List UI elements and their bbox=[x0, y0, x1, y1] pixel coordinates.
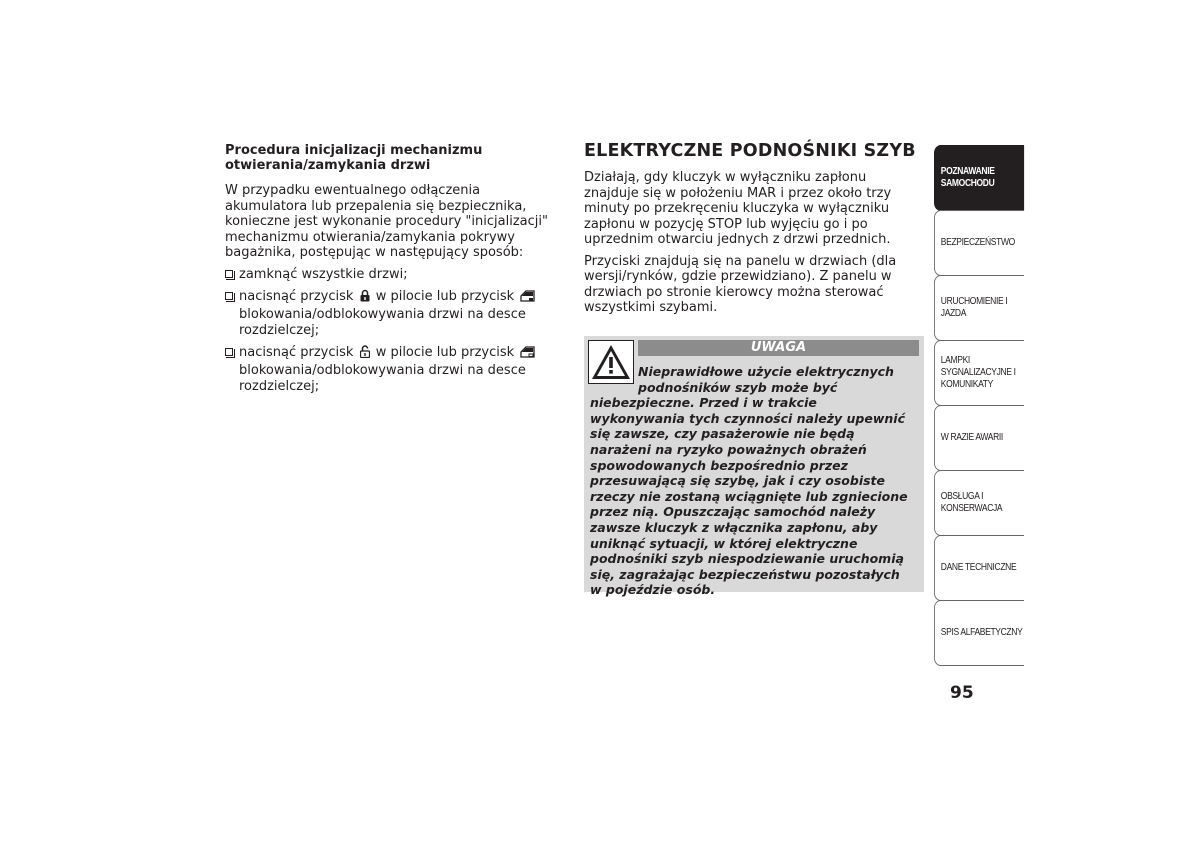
tab-w-razie-awarii[interactable] bbox=[934, 405, 1024, 471]
step-item-1 bbox=[225, 267, 561, 283]
tab-label-line: DANE TECHNICZNE bbox=[940, 562, 1017, 573]
step-item-3 bbox=[225, 345, 561, 395]
step-item-2 bbox=[225, 289, 561, 339]
warning-box bbox=[584, 336, 924, 598]
step-text-pre: nacisnąć przycisk bbox=[239, 344, 354, 360]
step-text-post: blokowania/odblokowywania drzwi na desce rozdzielczej; bbox=[239, 306, 526, 338]
tab-label-line: KOMUNIKATY bbox=[940, 379, 993, 390]
warning-text-line2: podnośników szyb może być bbox=[638, 379, 838, 395]
lock-open-icon bbox=[360, 345, 370, 363]
tab-label-line: POZNAWANIE bbox=[940, 166, 995, 177]
page-number: 95 bbox=[950, 683, 974, 703]
tab-lampki-sygnalizacyjne[interactable] bbox=[934, 340, 1024, 406]
warning-text-body: niebezpieczne. Przed i w trakcie wykonywania tych czynności należy upewnić się zawsze, czy pasażerowie nie będą narażeni na ryzyko poważnych obrażeń spowodowanych bezpośrednio przez przesuwającą się szybę, jak i czy osobiste rzeczy nie zostaną wciągnięte lub zgniecione przez nią. Opuszczając samochód należy zawsze kluczyk z włącznika zapłonu, aby uniknąć sytuacji, w której elektryczne podnośniki szyb niespodziewanie uruchomią się, zagrażając bezpieczeństwu pozostałych w pojeździe osób. bbox=[590, 395, 908, 598]
tab-label-line: OBSŁUGA I bbox=[940, 491, 984, 502]
body-paragraph-1: Działają, gdy kluczyk w wyłączniku zapłonu znajduje się w położeniu MAR i przez około trzy minuty po przekręceniu kluczyka w wyłączniku zapłonu w pozycję STOP lub wyjęciu go i po uprzednim otwarciu jednych z drzwi przednich. bbox=[584, 170, 892, 247]
tab-label-line: SYGNALIZACYJNE I bbox=[940, 367, 1016, 378]
tab-label-line: SPIS ALFABETYCZNY bbox=[940, 627, 1023, 638]
tab-obsluga-i-konserwacja[interactable] bbox=[934, 470, 1024, 536]
step-text-mid: w pilocie lub przycisk bbox=[375, 288, 515, 304]
warning-text-line1: Nieprawidłowe użycie elektrycznych bbox=[638, 364, 894, 379]
step-text-mid: w pilocie lub przycisk bbox=[375, 344, 515, 360]
tab-label-line: SAMOCHODU bbox=[940, 178, 995, 189]
car-door-lock-icon bbox=[520, 290, 535, 307]
tab-uruchomienie-i-jazda[interactable] bbox=[934, 275, 1024, 341]
step-text-post: blokowania/odblokowywania drzwi na desce rozdzielczej; bbox=[239, 362, 526, 394]
checkbox-bullet-icon bbox=[225, 270, 233, 278]
tab-label-line: W RAZIE AWARII bbox=[940, 432, 1003, 443]
chapter-tabs bbox=[934, 145, 1024, 665]
tab-label-line: JAZDA bbox=[940, 308, 967, 319]
right-column bbox=[584, 140, 922, 322]
checkbox-bullet-icon bbox=[225, 292, 233, 300]
tab-bezpieczenstwo[interactable] bbox=[934, 210, 1024, 276]
step-text: zamknąć wszystkie drzwi; bbox=[239, 266, 408, 282]
lock-closed-icon bbox=[360, 289, 370, 307]
tab-label-line: LAMPKI bbox=[940, 355, 970, 366]
tab-spis-alfabetyczny[interactable] bbox=[934, 600, 1024, 666]
section-heading-line2: otwierania/zamykania drzwi bbox=[225, 158, 431, 173]
warning-label: UWAGA bbox=[638, 340, 919, 356]
section-heading bbox=[225, 143, 561, 173]
tab-label-line: KONSERWACJA bbox=[940, 503, 1003, 514]
car-door-unlock-icon bbox=[520, 346, 535, 363]
tab-label-line: URUCHOMIENIE I bbox=[940, 296, 1008, 307]
body-paragraph-2: Przyciski znajdują się na panelu w drzwiach (dla wersji/rynków, gdzie przewidziano). Z panelu w drzwiach po stronie kierowcy można sterować wszystkimi szybami. bbox=[584, 253, 897, 315]
page-title: ELEKTRYCZNE PODNOŚNIKI SZYB bbox=[584, 141, 916, 161]
tab-poznawanie-samochodu[interactable] bbox=[934, 145, 1024, 211]
checkbox-bullet-icon bbox=[225, 348, 233, 356]
tab-label-line: BEZPIECZEŃSTWO bbox=[940, 237, 1015, 248]
intro-paragraph: W przypadku ewentualnego odłączenia akumulatora lub przepalenia się bezpiecznika, konieczne jest wykonanie procedury "inicjalizacji" mechanizmu otwierania/zamykania pokrywy bagażnika, postępując w następujący sposób: bbox=[225, 183, 548, 260]
tab-dane-techniczne[interactable] bbox=[934, 535, 1024, 601]
warning-text bbox=[590, 364, 915, 598]
step-text-pre: nacisnąć przycisk bbox=[239, 288, 354, 304]
left-column bbox=[225, 143, 561, 401]
section-heading-line1: Procedura inicjalizacji mechanizmu bbox=[225, 143, 483, 158]
